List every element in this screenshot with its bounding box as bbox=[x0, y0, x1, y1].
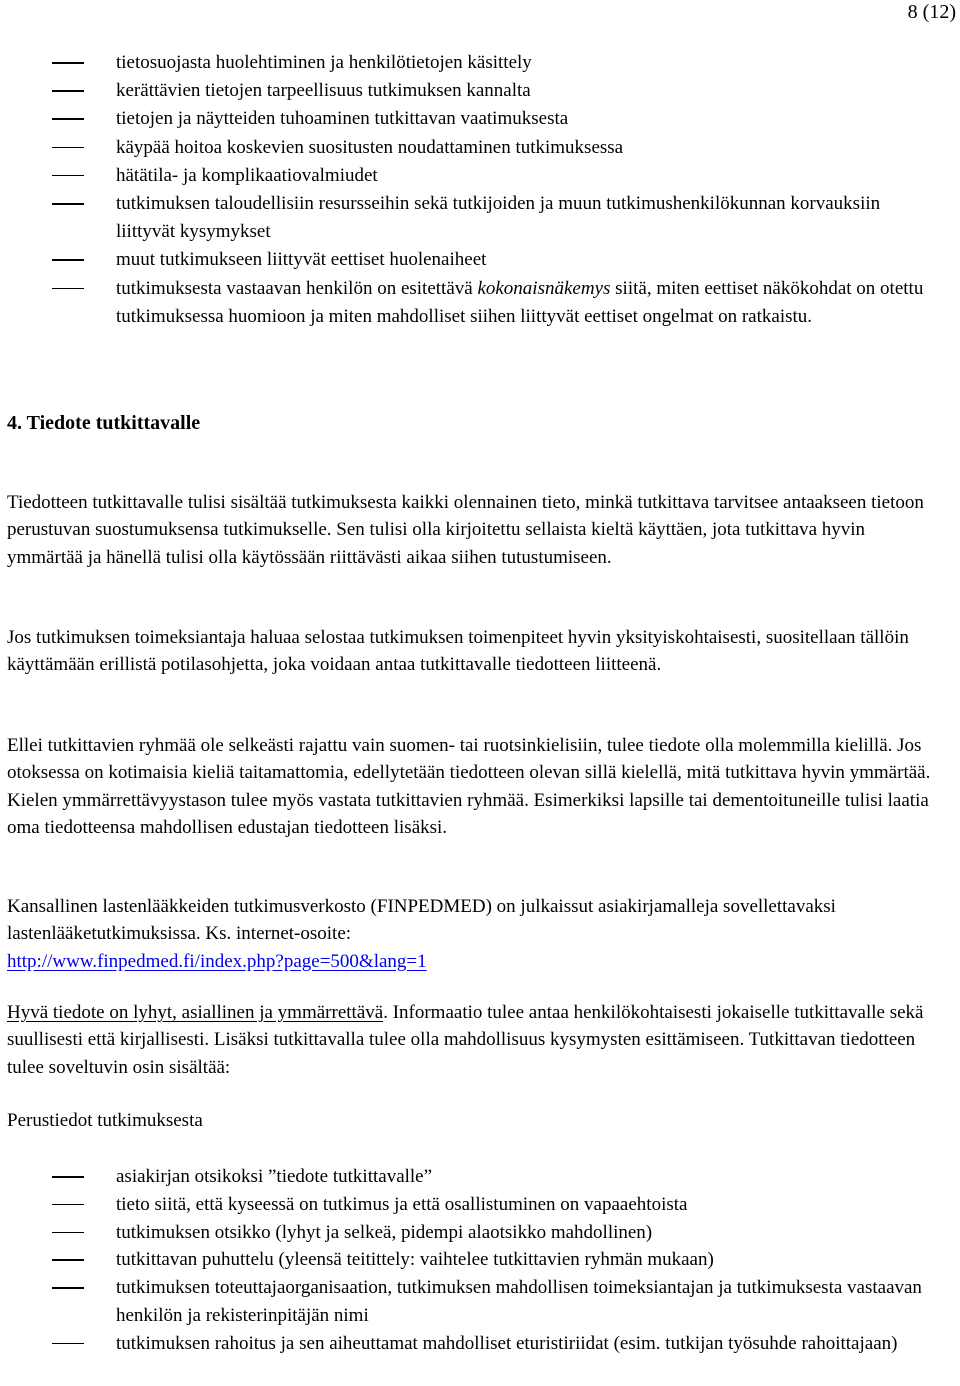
list-item: tutkimuksen toteuttajaorganisaation, tutkimuksen mahdollisen toimeksiantajan ja tutkimuksesta vastaavan henkilön ja rekisterinpitäjän nimi bbox=[0, 1274, 960, 1330]
page-number: 8 (12) bbox=[907, 1, 956, 23]
list-item: asiakirjan otsikoksi ”tiedote tutkittavalle” bbox=[0, 1163, 960, 1191]
paragraph-text: Kansallinen lastenlääkkeiden tutkimusverkosto (FINPEDMED) on julkaissut asiakirjamalleja sovellettavaksi lastenlääketutkimuksissa. Ks. internet-osoite: bbox=[7, 896, 836, 945]
paragraph-text: . Informaatio tulee antaa henkilökohtaisesti jokaiselle tutkittavalle sekä suullisesti että kirjallisesti. Lisäksi tutkittavalla tulee olla mahdollisuus kysymysten esittämiseen. Tutkittavan tiedotteen tulee soveltuvin osin sisältää: bbox=[7, 1002, 924, 1078]
emphasis-text: kokonaisnäkemys bbox=[477, 277, 611, 299]
list-item: tietojen ja näytteiden tuhoaminen tutkittavan vaatimuksesta bbox=[0, 105, 960, 133]
underlined-text: Hyvä tiedote on lyhyt, asiallinen ja ymmärrettävä bbox=[7, 1002, 384, 1023]
basic-info-list bbox=[0, 1163, 960, 1358]
paragraph: Ellei tutkittavien ryhmää ole selkeästi rajattu vain suomen- tai ruotsinkielisiin, tulee tiedote olla molemmilla kielillä. Jos otoksessa on kotimaisia kieliä taitamattomia, edellytetään tiedotteen olevan sillä kielellä, mitä tutkittava hyvin ymmärtää. Kielen ymmärrettävyystason tulee myös vastata tutkittavien ryhmää. Esimerkiksi lapsille tai dementoituneille tulisi laatia oma tiedotteensa mahdollisen edustajan tiedotteen lisäksi. bbox=[7, 735, 931, 838]
list-item: tutkittavan puhuttelu (yleensä teitittely: vaihtelee tutkittavien ryhmän mukaan) bbox=[0, 1246, 960, 1274]
list-item: hätätila- ja komplikaatiovalmiudet bbox=[0, 162, 960, 190]
list-item bbox=[0, 275, 960, 331]
list-item: muut tutkimukseen liittyvät eettiset huolenaiheet bbox=[0, 246, 960, 274]
finpedmed-link[interactable]: http://www.finpedmed.fi/index.php?page=500&lang=1 bbox=[7, 950, 427, 972]
list-item-text: siitä, miten eettiset näkökohdat on otettu tutkimuksessa huomioon ja miten mahdolliset siihen liittyvät eettiset ongelmat on ratkaistu. bbox=[116, 277, 924, 327]
subheading: Perustiedot tutkimuksesta bbox=[7, 1110, 203, 1131]
list-item: tutkimuksen rahoitus ja sen aiheuttamat mahdolliset eturistiriidat (esim. tutkijan työsuhde rahoittajaan) bbox=[0, 1330, 960, 1358]
list-item: tietosuojasta huolehtiminen ja henkilötietojen käsittely bbox=[0, 49, 960, 77]
list-item-text: tutkimuksesta vastaavan henkilön on esitettävä bbox=[116, 277, 478, 299]
ethics-checklist bbox=[0, 49, 960, 331]
paragraph: Jos tutkimuksen toimeksiantaja haluaa selostaa tutkimuksen toimenpiteet hyvin yksityiskohtaisesti, suositellaan tällöin käyttämään erillistä potilasohjetta, joka voidaan antaa tutkittavalle tiedotteen liitteenä. bbox=[7, 627, 909, 676]
list-item: tieto siitä, että kyseessä on tutkimus ja että osallistuminen on vapaaehtoista bbox=[0, 1191, 960, 1219]
list-item: kerättävien tietojen tarpeellisuus tutkimuksen kannalta bbox=[0, 77, 960, 105]
list-item: käypää hoitoa koskevien suositusten noudattaminen tutkimuksessa bbox=[0, 134, 960, 162]
section-heading: 4. Tiedote tutkittavalle bbox=[7, 412, 201, 434]
paragraph bbox=[7, 893, 942, 975]
list-item: tutkimuksen taloudellisiin resursseihin sekä tutkijoiden ja muun tutkimushenkilökunnan korvauksiin liittyvät kysymykset bbox=[0, 190, 960, 246]
paragraph bbox=[7, 999, 942, 1081]
paragraph: Tiedotteen tutkittavalle tulisi sisältää tutkimuksesta kaikki olennainen tieto, minkä tutkittava tarvitsee antaakseen tietoon perustuvan suostumuksensa tutkimukselle. Sen tulisi olla kirjoitettu sellaista kieltä käyttäen, jota tutkittava hyvin ymmärtää ja hänellä tulisi olla käytössään riittävästi aikaa siihen tutustumiseen. bbox=[7, 492, 924, 568]
list-item: tutkimuksen otsikko (lyhyt ja selkeä, pidempi alaotsikko mahdollinen) bbox=[0, 1219, 960, 1247]
